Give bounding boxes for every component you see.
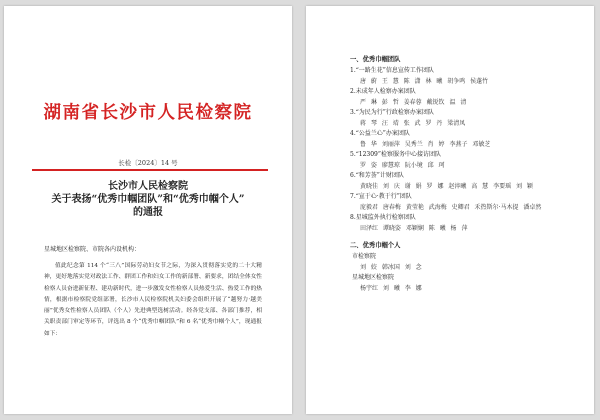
red-divider-line	[32, 169, 268, 171]
team-name: 8.星城监外执行检察团队	[350, 214, 416, 221]
team-members: 唐 蔚 王 慧 陈 潇 林 曦 胡争鸣 侯蓬竹	[360, 77, 489, 85]
document-title-line-1: 长沙市人民检察院	[108, 181, 188, 192]
body-paragraph: 值此纪念第 114 个“三八”国际劳动妇女节之际，为深入贯彻落实党的二十大精神，更好地落实党对政法工作、群团工作和妇女工作的新部署、新要求，团结全体女性检察人员奋进新征程、建功新时代，进一步激发女性检察人员热爱生活、热爱工作的热情，根据市检察院党组部署，长沙市人民检察院机关妇委会组织开展了“越努力·越美丽”优秀女性检察人员团队（个人）先进典型选树活动。经各党支部、各部门推荐，相关职责部门审定等环节，评选出 8 个“优秀巾帼团队”和 6 名“优秀巾帼个人”，现通报如下：	[44, 263, 262, 337]
team-members: 鲁 华 刘丽萍 吴秀兰 肖 婷 李燕子 邓敏芝	[360, 140, 491, 148]
team-name: 4.“公益兰心”办案团队	[350, 130, 410, 137]
team-members: 田泽红 谭晓姿 邓颖娴 陈 曦 杨 萍	[360, 224, 468, 232]
document-number: 长检〔2024〕14 号	[118, 159, 178, 167]
document-title-line-3: 的通报	[133, 207, 163, 218]
document-page-1	[4, 6, 292, 414]
section-title-teams: 一、优秀巾帼团队	[350, 56, 401, 63]
team-name: 7.“宣于心·教于行”团队	[350, 193, 412, 200]
individual-members: 刘 姣 韩冰国 刘 念	[360, 263, 422, 271]
commendation-list	[350, 54, 570, 294]
individual-members: 杨宇红 刘 曦 李 娜	[360, 284, 422, 292]
team-members: 蒋 琴 汪 靖 张 武 罗 丹 梁清凤	[360, 119, 466, 127]
unit-name: 市检察院	[352, 253, 377, 260]
issuing-organization-header: 湖南省长沙市人民检察院	[43, 103, 253, 123]
team-name: 6.“和芳荟”计财团队	[350, 172, 404, 179]
team-name: 2.未成年人检察办案团队	[350, 88, 416, 95]
unit-name: 星城地区检察院	[352, 274, 395, 281]
team-members: 罗 姿 廖慧琼 阮小境 邱 珂	[360, 161, 445, 169]
team-members: 严 琳 彭 哲 姜春蓉 戴锐钦 温 清	[360, 98, 467, 106]
addressee: 星城地区检察院、市院各内设机构：	[44, 246, 141, 253]
team-name: 1.“一路生花”信息宣传工作团队	[350, 67, 434, 74]
team-name: 3.“为民为行”行政检察办案团队	[350, 109, 434, 116]
team-name: 5.“12309”检察服务中心接访团队	[350, 151, 441, 158]
document-title-line-2: 关于表扬“优秀巾帼团队”和“优秀巾帼个人”	[51, 194, 245, 205]
team-members: 庞毅君 唐春梅 黄莹艳 武海梅 史卿君 禾热斯尔·马木提 潘卓然	[360, 203, 542, 211]
section-title-individuals: 二、优秀巾帼个人	[350, 242, 401, 249]
document-page-2	[306, 6, 594, 414]
team-members: 黄晓佳 刘 庆 谢 娟 罗 娜 赵淬曦 高 慧 李要瑶 刘 颖	[360, 182, 533, 190]
